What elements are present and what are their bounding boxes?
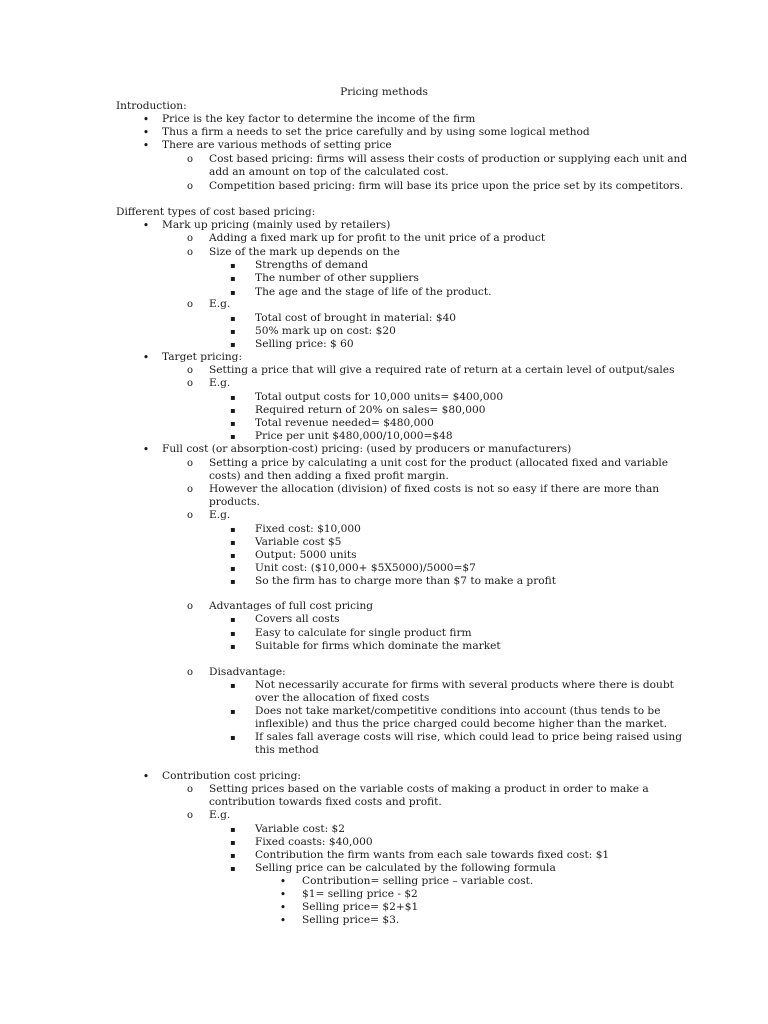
list-item-text: Target pricing: [162,351,243,363]
bullet-marker: ▪ [230,681,236,690]
bullet-marker: o [186,378,194,389]
bullet-marker: ▪ [230,551,236,560]
list-item-text: So the firm has to charge more than $7 to make a profit [255,575,556,587]
list-item-text: Covers all costs [255,613,340,625]
list-item-text: Not necessarily accurate for firms with several products where there is doubt [255,679,674,691]
list-item-text: E.g. [209,298,231,310]
list-item-text: E.g. [209,809,231,821]
bullet-marker: ▪ [230,707,236,716]
list-item-text: Thus a firm a needs to set the price carefully and by using some logical method [162,126,590,138]
bullet-marker: o [186,233,194,244]
list-item-text: Easy to calculate for single product firm [255,627,472,639]
bullet-marker: o [186,784,194,795]
list-item-text: E.g. [209,377,231,389]
list-item-text: Selling price= $2+$1 [302,901,419,913]
list-item-text: Selling price= $3. [302,914,400,926]
bullet-marker: ▪ [230,629,236,638]
list-item-text: Contribution cost pricing: [162,770,301,782]
bullet-marker: ▪ [230,525,236,534]
bullet-marker: ▪ [230,733,236,742]
list-item-text: Size of the mark up depends on the [209,246,400,258]
bullet-marker: • [142,126,150,139]
bullet-marker: o [186,299,194,310]
list-item-text: Total revenue needed= $480,000 [255,417,434,429]
bullet-marker: • [279,901,287,914]
list-item-text: Total cost of brought in material: $40 [255,312,457,324]
bullet-marker: ▪ [230,642,236,651]
bullet-marker: ▪ [230,274,236,283]
list-item-text: Total output costs for 10,000 units= $400,000 [255,391,504,403]
bullet-marker: ▪ [230,261,236,270]
text-line: inflexible) and thus the price charged could become higher than the market. [255,718,667,730]
bullet-marker: • [142,351,150,364]
list-item-text: Unit cost: ($10,000+ $5X5000)/5000=$7 [255,562,476,574]
text-line: this method [255,744,319,756]
bullet-marker: ▪ [230,340,236,349]
list-item-text: 50% mark up on cost: $20 [255,325,396,337]
list-item-text: Disadvantage: [209,666,286,678]
list-item-text: The age and the stage of life of the product. [255,286,492,298]
list-item-text: The number of other suppliers [255,272,419,284]
bullet-marker: ▪ [230,825,236,834]
text-line: products. [209,496,260,508]
list-item-text: Setting prices based on the variable costs of making a product in order to make a [209,783,649,795]
list-item-text: Does not take market/competitive conditions into account (thus tends to be [255,705,661,717]
bullet-marker: ▪ [230,577,236,586]
list-item-text: Competition based pricing: firm will base its price upon the price set by its competitors. [209,180,684,192]
page-title: Pricing methods [340,86,428,98]
bullet-marker: o [186,484,194,495]
list-item-text: Output: 5000 units [255,549,357,561]
bullet-marker: o [186,667,194,678]
bullet-marker: ▪ [230,838,236,847]
text-line: Introduction: [116,100,187,112]
bullet-marker: ▪ [230,564,236,573]
text-line: costs) and then adding a fixed profit margin. [209,470,449,482]
list-item-text: Selling price: $ 60 [255,338,354,350]
bullet-marker: o [186,458,194,469]
list-item-text: Price is the key factor to determine the income of the firm [162,113,476,125]
list-item-text: Setting a price by calculating a unit cost for the product (allocated fixed and variable [209,457,669,469]
list-item-text: Cost based pricing: firms will assess their costs of production or supplying each unit and [209,153,688,165]
list-item-text: Strengths of demand [255,259,369,271]
bullet-marker: ▪ [230,393,236,402]
bullet-marker: o [186,181,194,192]
list-item-text: Selling price can be calculated by the following formula [255,862,556,874]
list-item-text: Full cost (or absorption-cost) pricing: (used by producers or manufacturers) [162,443,572,455]
bullet-marker: o [186,247,194,258]
bullet-marker: ▪ [230,327,236,336]
list-item-text: There are various methods of setting price [162,139,392,151]
bullet-marker: ▪ [230,615,236,624]
list-item-text: If sales fall average costs will rise, which could lead to price being raised using [255,731,683,743]
text-line: over the allocation of fixed costs [255,692,430,704]
text-line: contribution towards fixed costs and profit. [209,796,442,808]
bullet-marker: ▪ [230,419,236,428]
bullet-marker: ▪ [230,864,236,873]
bullet-marker: • [279,888,287,901]
bullet-marker: o [186,601,194,612]
list-item-text: Contribution the firm wants from each sale towards fixed cost: $1 [255,849,610,861]
bullet-marker: • [142,139,150,152]
bullet-marker: ▪ [230,851,236,860]
list-item-text: However the allocation (division) of fixed costs is not so easy if there are more than [209,483,660,495]
bullet-marker: • [142,443,150,456]
bullet-marker: • [279,875,287,888]
bullet-marker: ▪ [230,288,236,297]
list-item-text: Required return of 20% on sales= $80,000 [255,404,486,416]
bullet-marker: ▪ [230,406,236,415]
list-item-text: Fixed cost: $10,000 [255,523,361,535]
bullet-marker: • [142,219,150,232]
list-item-text: Price per unit $480,000/10,000=$48 [255,430,453,442]
bullet-marker: o [186,365,194,376]
bullet-marker: ▪ [230,432,236,441]
list-item-text: Advantages of full cost pricing [209,600,374,612]
list-item-text: Variable cost $5 [255,536,342,548]
list-item-text: Fixed coasts: $40,000 [255,836,373,848]
list-item-text: Adding a fixed mark up for profit to the unit price of a product [209,232,546,244]
bullet-marker: o [186,810,194,821]
bullet-marker: o [186,154,194,165]
list-item-text: Variable cost: $2 [255,823,345,835]
list-item-text: Setting a price that will give a required rate of return at a certain level of output/sales [209,364,675,376]
list-item-text: Suitable for firms which dominate the market [255,640,501,652]
bullet-marker: • [279,914,287,927]
text-line: add an amount on top of the calculated cost. [209,166,449,178]
bullet-marker: o [186,510,194,521]
list-item-text: Contribution= selling price – variable cost. [302,875,534,887]
text-line: Different types of cost based pricing: [116,206,316,218]
list-item-text: Mark up pricing (mainly used by retailers) [162,219,391,231]
bullet-marker: ▪ [230,314,236,323]
list-item-text: $1= selling price - $2 [302,888,418,900]
list-item-text: E.g. [209,509,231,521]
bullet-marker: ▪ [230,538,236,547]
bullet-marker: • [142,770,150,783]
bullet-marker: • [142,113,150,126]
